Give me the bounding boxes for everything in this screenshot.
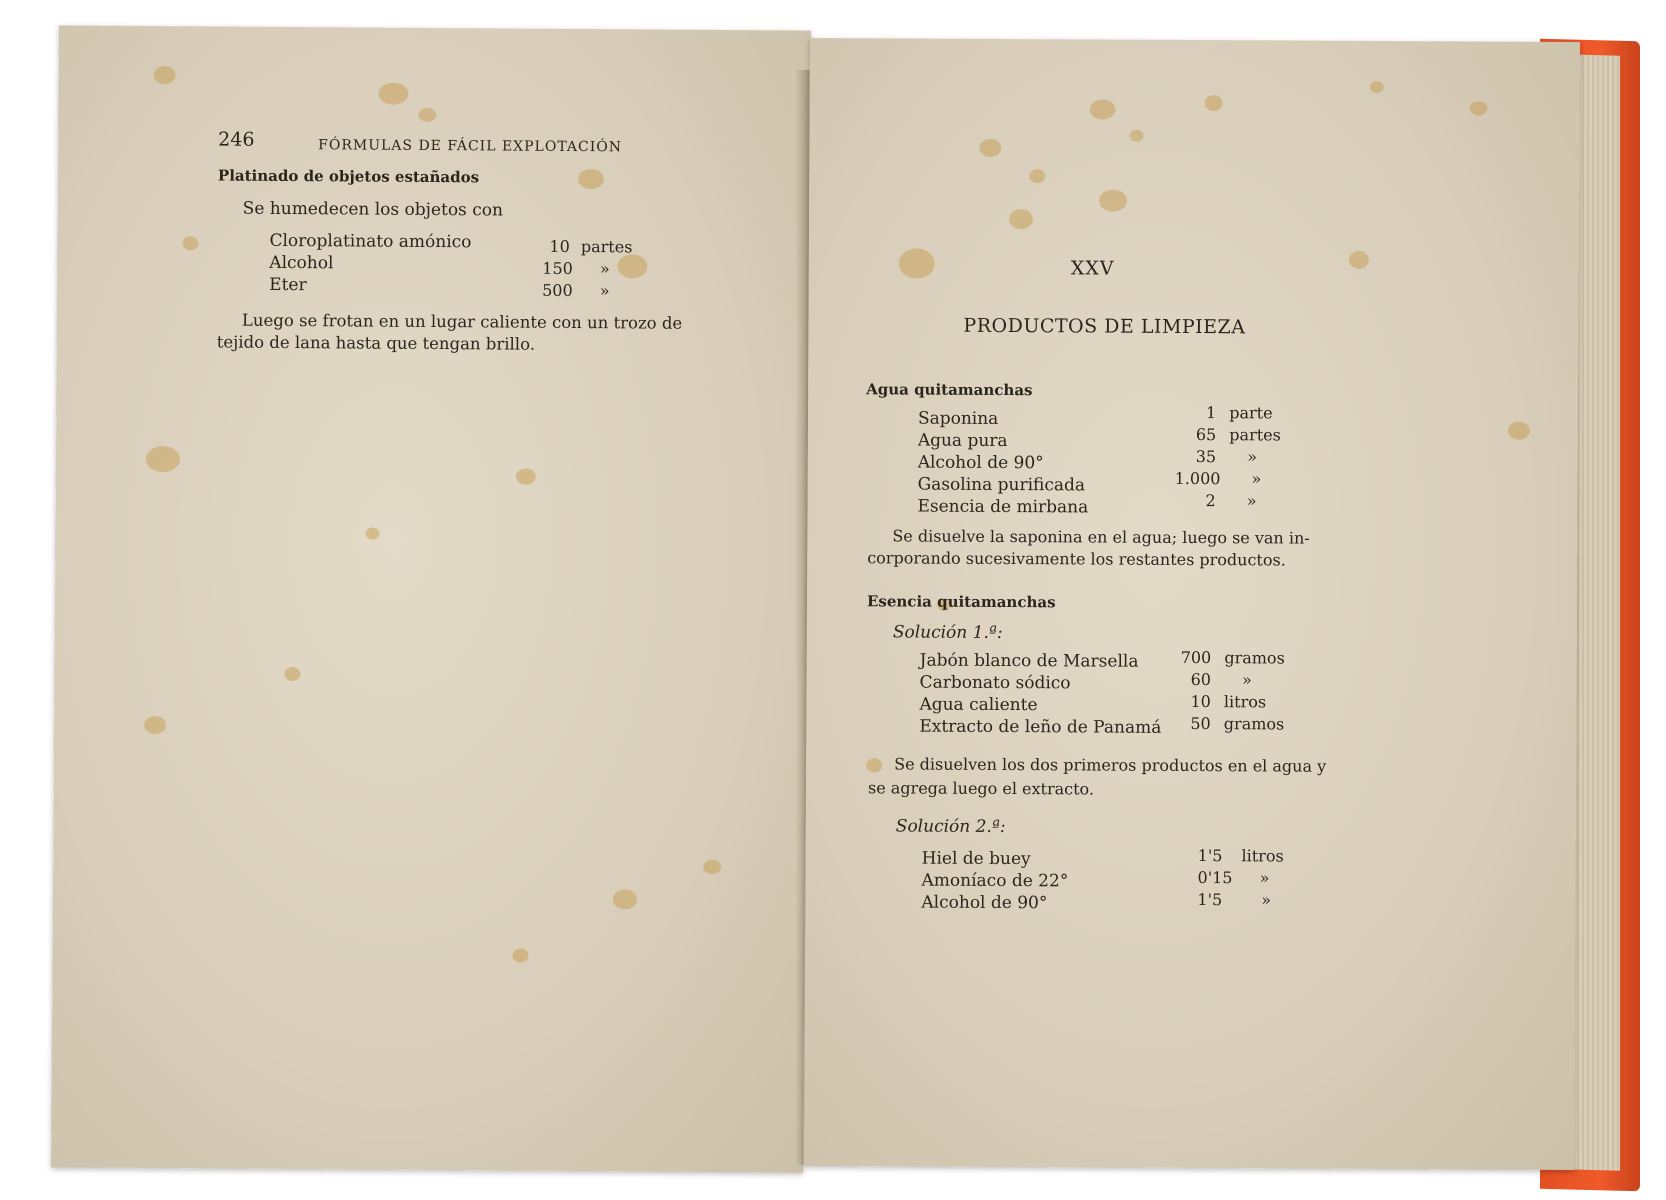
list-item-qty: 1'5 litros — [1197, 846, 1284, 866]
list-item: Cloroplatinato amónico — [269, 230, 472, 253]
list-item: Alcohol de 90° — [921, 892, 1048, 914]
list-item-qty: 500 » — [542, 280, 610, 301]
left-page — [51, 25, 811, 1172]
list-item: Gasolina purificada — [917, 474, 1086, 496]
section-title: Agua quitamanchas — [866, 380, 1033, 400]
list-item: Alcohol — [269, 252, 334, 274]
list-item-qty: 1.000 » — [1174, 468, 1262, 489]
page-number: 246 — [218, 128, 255, 151]
section-title: Esencia quitamanchas — [866, 592, 1056, 612]
chapter-number: XXV — [1070, 257, 1115, 280]
paragraph-line: Se disuelve la saponina en el agua; luego se van in- — [892, 526, 1310, 548]
solution-label: Solución 2.ª: — [895, 816, 1006, 838]
list-item-qty: 700 gramos — [1180, 647, 1285, 668]
paragraph-line: Luego se frotan en un lugar caliente con un trozo de — [241, 310, 683, 333]
list-item-qty: 1 parte — [1205, 403, 1273, 423]
list-item: Eter — [269, 274, 307, 296]
paragraph-line: tejido de lana hasta que tengan brillo. — [216, 332, 536, 354]
list-item-qty: 50 gramos — [1190, 713, 1285, 734]
list-item-qty: 1'5 » — [1197, 890, 1272, 910]
chapter-title: PRODUCTOS DE LIMPIEZA — [963, 314, 1246, 339]
list-item-qty: 150 » — [542, 258, 610, 279]
paragraph-line: corporando sucesivamente los restantes productos. — [867, 548, 1286, 570]
running-head: FÓRMULAS DE FÁCIL EXPLOTACIÓN — [318, 137, 623, 156]
list-item: Jabón blanco de Marsella — [919, 650, 1139, 672]
list-item: Esencia de mirbana — [917, 496, 1089, 518]
list-item: Saponina — [917, 408, 999, 429]
list-item-qty: 35 » — [1195, 447, 1258, 467]
list-item-qty: 2 » — [1205, 491, 1257, 511]
list-item: Alcohol de 90° — [917, 452, 1044, 474]
list-item-qty: 60 » — [1190, 669, 1252, 690]
list-item: Extracto de leño de Panamá — [919, 716, 1162, 738]
list-item: Amoníaco de 22° — [921, 870, 1069, 892]
list-item: Carbonato sódico — [919, 672, 1071, 694]
list-item: Agua caliente — [919, 694, 1038, 716]
intro-text: Se humedecen los objetos con — [242, 198, 504, 221]
list-item-qty: 65 partes — [1195, 425, 1281, 445]
right-page — [804, 38, 1580, 1170]
solution-label: Solución 1.ª: — [892, 622, 1003, 644]
list-item-qty: 10 partes — [549, 236, 633, 257]
paragraph-line: se agrega luego el extracto. — [867, 778, 1095, 799]
list-item: Hiel de buey — [921, 848, 1031, 870]
paragraph-line: Se disuelven los dos primeros productos en el agua y — [894, 754, 1327, 776]
list-item-qty: 0'15 » — [1197, 868, 1270, 888]
list-item-qty: 10 litros — [1190, 691, 1267, 712]
list-item: Agua pura — [917, 430, 1008, 452]
section-title: Platinado de objetos estañados — [217, 166, 480, 187]
